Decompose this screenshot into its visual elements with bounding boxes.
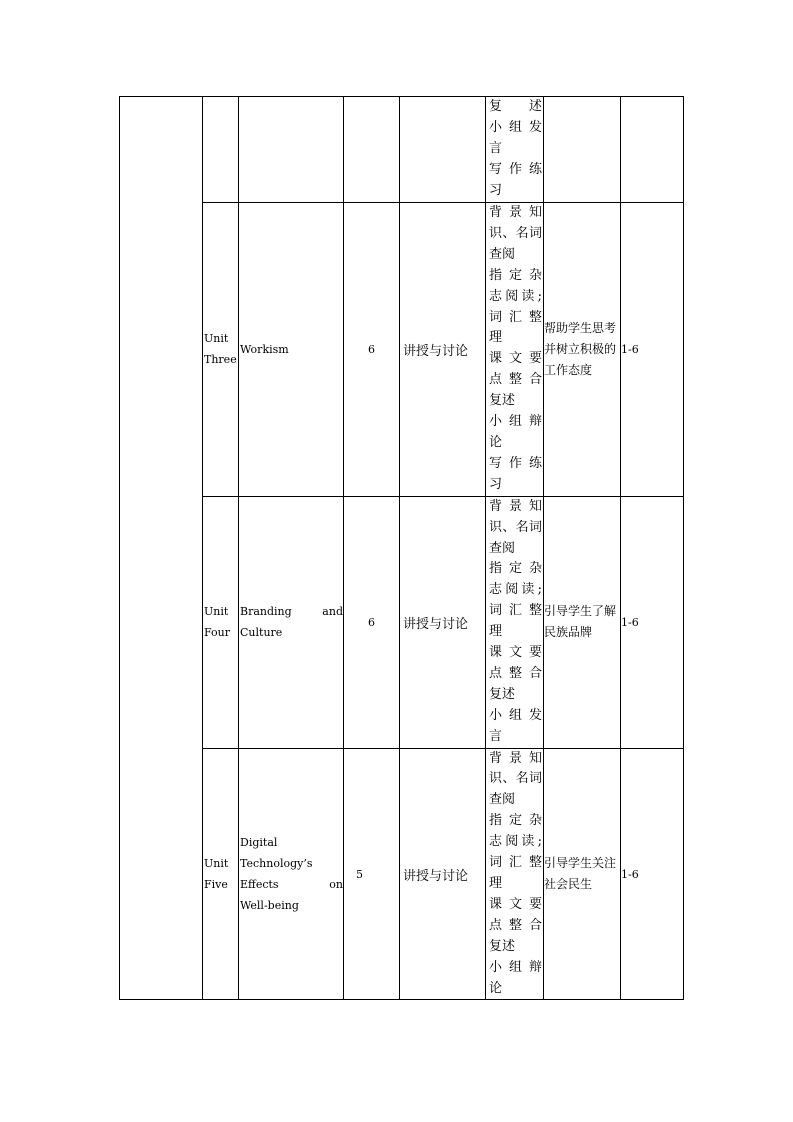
activity-line: 小 组 发 [489,119,542,135]
activity-line: 点 整 合 [489,665,542,681]
unit-cell [203,496,239,748]
activities-list [486,97,543,202]
unit-title-cell [239,97,344,203]
unit-cell [203,203,239,497]
activity-line: 理 [489,330,503,346]
activity-line: 指 定 杂 [489,813,542,829]
activity-line: 指 定 杂 [489,267,542,283]
unit-title-line: Workism [240,342,289,356]
unit-title-cell [239,748,344,1000]
activity-line: 词 汇 整 [489,855,542,871]
left-merged-cell [120,97,203,1000]
activities-list [486,497,543,748]
ideological-goal-cell [544,97,621,203]
activities-list [486,749,543,1000]
activity-line: 识、名词 [489,771,542,787]
hours-cell [344,97,400,203]
unit-title-line: Well-being [240,899,299,912]
teaching-method-cell: 讲授与讨论 [400,203,486,497]
activity-line: 小 组 辩 [489,959,542,975]
unit-label-line: Unit [204,332,229,346]
activities-cell [486,203,544,497]
reference-cell: 1-6 [621,748,684,1000]
activities-list [486,203,543,496]
table-row [120,97,684,203]
activity-line: 课 文 要 [489,351,542,367]
unit-title-line: Culture [240,626,283,640]
activity-line: 词 汇 整 [489,309,542,325]
table-row [120,496,684,748]
unit-label-line: Four [204,626,230,640]
activity-line: 志阅读; [489,834,542,850]
activity-line: 复述 [489,938,516,954]
activity-line: 识、名词 [489,519,542,535]
activity-line: 课 文 要 [489,896,542,912]
activity-line: 志阅读; [489,288,542,304]
unit-label-line: Unit [204,605,229,619]
activity-line: 言 [489,140,503,156]
activity-line: 习 [489,476,503,492]
reference-cell [621,97,684,203]
unit-title-line: Digital Technology’s [240,836,313,870]
activity-line: 点 整 合 [489,917,542,933]
activity-line: 习 [489,182,503,198]
activity-line: 课 文 要 [489,645,542,661]
teaching-method-cell [400,97,486,203]
activity-line: 查阅 [489,246,516,262]
ideological-goal-cell: 引导学生了解民族品牌 [544,496,621,748]
activity-line: 复述 [489,686,516,702]
hours-cell: 5 [344,748,400,1000]
activity-line: 背 景 知 [489,498,542,514]
activity-line: 论 [489,434,503,450]
activity-line: 背 景 知 [489,205,542,220]
activity-line: 复述 [489,99,542,114]
reference-cell: 1-6 [621,496,684,748]
hours-cell: 6 [344,496,400,748]
activity-line: 点 整 合 [489,372,542,388]
hours-cell: 6 [344,203,400,497]
activity-line: 指 定 杂 [489,561,542,577]
activities-cell [486,748,544,1000]
activity-line: 复述 [489,393,516,409]
activity-line: 识、名词 [489,225,542,241]
teaching-method-cell: 讲授与讨论 [400,496,486,748]
unit-title-line: Branding and [240,605,343,619]
course-schedule-table [119,96,684,1000]
table-row [120,203,684,497]
unit-label-line: Unit [204,857,229,870]
unit-label-line: Three [204,353,237,367]
ideological-goal-cell: 引导学生关注社会民生 [544,748,621,1000]
activity-line: 论 [489,980,503,996]
ideological-goal-cell: 帮助学生思考并树立积极的工作态度 [544,203,621,497]
unit-cell [203,97,239,203]
unit-title-cell [239,203,344,497]
unit-cell [203,748,239,1000]
unit-title-cell [239,496,344,748]
activity-line: 查阅 [489,792,516,808]
unit-title-line: Effects on [240,878,343,891]
teaching-method-cell: 讲授与讨论 [400,748,486,1000]
activity-line: 写 作 练 [489,161,542,177]
activities-cell [486,496,544,748]
table-row [120,748,684,1000]
activity-line: 小 组 辩 [489,414,542,430]
reference-cell: 1-6 [621,203,684,497]
activity-line: 小 组 发 [489,707,542,723]
activity-line: 写 作 练 [489,455,542,471]
activity-line: 查阅 [489,540,516,556]
activity-line: 理 [489,876,503,891]
activity-line: 理 [489,624,503,640]
activity-line: 词 汇 整 [489,603,542,619]
activity-line: 志阅读; [489,582,542,598]
activities-cell [486,97,544,203]
activity-line: 背 景 知 [489,750,542,766]
activity-line: 言 [489,728,503,744]
unit-label-line: Five [204,878,228,891]
